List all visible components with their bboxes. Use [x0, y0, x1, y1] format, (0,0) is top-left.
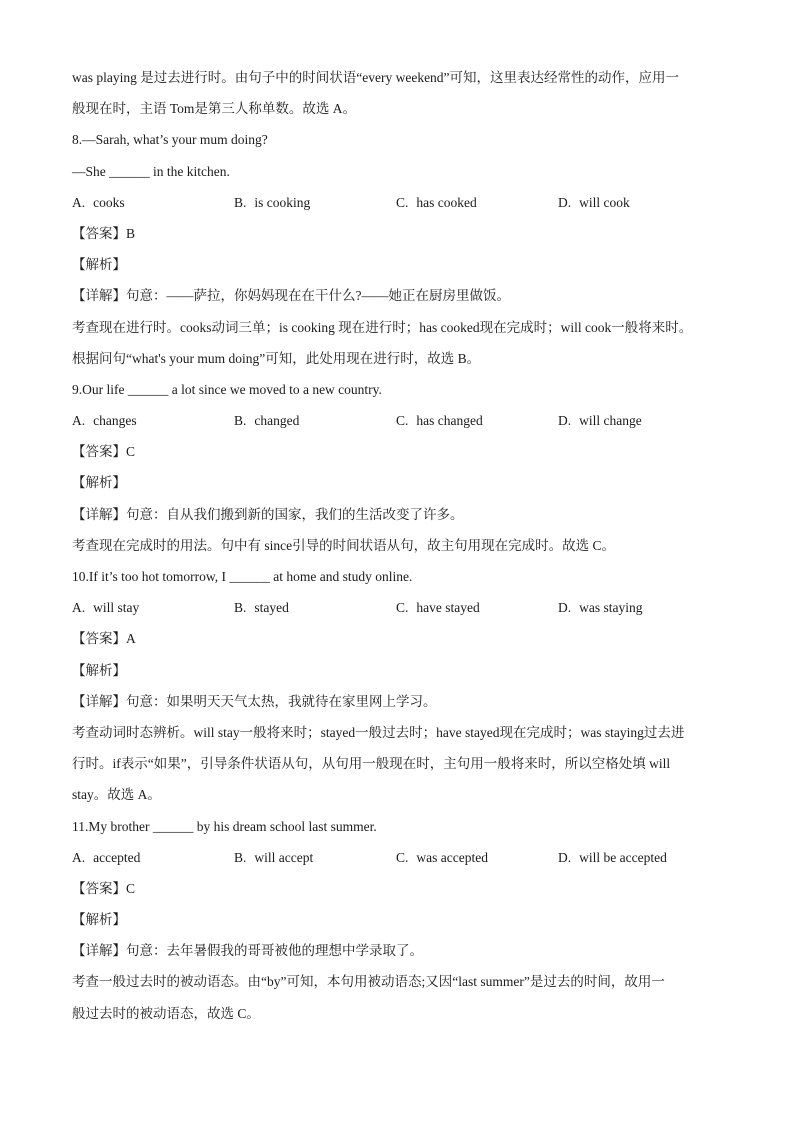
option-a [72, 187, 234, 218]
analysis-label: 【解析】 [72, 475, 126, 491]
option-c [396, 842, 558, 873]
option-letter: D. [558, 600, 572, 616]
option-a [72, 405, 234, 436]
detail-line: 根据问句“what's your mum doing”可知，此处用现在进行时，故选 B。 [72, 350, 481, 366]
option-d [558, 592, 720, 623]
option-text: stayed [254, 600, 289, 616]
detail-line: 【详解】句意：去年暑假我的哥哥被他的理想中学录取了。 [72, 943, 423, 959]
option-letter: B. [234, 849, 247, 865]
option-text: changed [254, 413, 300, 429]
option-text: will cook [579, 194, 630, 210]
option-letter: C. [396, 600, 409, 616]
option-text: was staying [579, 600, 643, 616]
option-letter: C. [396, 413, 409, 429]
question-stem: —She ______ in the kitchen. [72, 163, 230, 179]
options-row [72, 187, 732, 218]
option-text: has changed [416, 413, 483, 429]
intro-paragraph [72, 62, 732, 124]
option-d [558, 187, 720, 218]
option-a [72, 592, 234, 623]
question-stem: 8.—Sarah, what’s your mum doing? [72, 132, 268, 148]
text-line: 般现在时，主语 Tom是第三人称单数。故选 A。 [72, 101, 357, 117]
option-text: has cooked [416, 194, 477, 210]
option-letter: C. [396, 849, 409, 865]
option-text: will be accepted [579, 849, 667, 865]
option-letter: D. [558, 849, 572, 865]
detail-line: stay。故选 A。 [72, 787, 161, 803]
detail-line: 考查现在完成时的用法。句中有 since引导的时间状语从句，故主句用现在完成时。故选 C。 [72, 537, 615, 553]
detail-line: 考查一般过去时的被动语态。由“by”可知，本句用被动语态;又因“last summer”是过去的时间，故用一 [72, 974, 665, 990]
option-text: accepted [93, 849, 141, 865]
detail-line: 考查现在进行时。cooks动词三单；is cooking 现在进行时；has cooked现在完成时；will cook一般将来时。 [72, 319, 693, 335]
option-text: changes [93, 413, 137, 429]
detail-line: 【详解】句意：自从我们搬到新的国家，我们的生活改变了许多。 [72, 506, 464, 522]
option-letter: C. [396, 194, 409, 210]
option-letter: D. [558, 413, 572, 429]
option-text: will stay [93, 600, 140, 616]
answer-line: 【答案】B [72, 225, 136, 241]
text-line: was playing 是过去进行时。由句子中的时间状语“every weekend”可知，这里表达经常性的动作，应用一 [72, 70, 680, 85]
answer-line: 【答案】A [72, 631, 136, 647]
option-c [396, 592, 558, 623]
option-text: have stayed [416, 600, 480, 616]
option-d [558, 842, 720, 873]
detail-line: 考查动词时态辨析。will stay一般将来时；stayed一般过去时；have stayed现在完成时；was staying过去进 [72, 724, 685, 740]
option-letter: A. [72, 194, 86, 210]
option-letter: A. [72, 600, 86, 616]
question-10 [72, 561, 732, 811]
option-letter: A. [72, 849, 86, 865]
analysis-label: 【解析】 [72, 912, 126, 928]
detail-line: 【详解】句意：——萨拉，你妈妈现在在干什么?——她正在厨房里做饭。 [72, 288, 510, 304]
option-text: was accepted [416, 849, 488, 865]
detail-line: 【详解】句意：如果明天天气太热，我就待在家里网上学习。 [72, 693, 437, 709]
question-stem: 11.My brother ______ by his dream school last summer. [72, 818, 377, 834]
option-text: will change [579, 413, 642, 429]
options-row [72, 405, 732, 436]
option-b [234, 842, 396, 873]
option-b [234, 592, 396, 623]
option-text: is cooking [254, 194, 311, 210]
option-b [234, 405, 396, 436]
option-d [558, 405, 720, 436]
option-letter: A. [72, 413, 86, 429]
analysis-label: 【解析】 [72, 257, 126, 273]
option-letter: B. [234, 413, 247, 429]
detail-line: 行时。if表示“如果”，引导条件状语从句，从句用一般现在时，主句用一般将来时，所以空格处填 will [72, 756, 671, 772]
option-c [396, 405, 558, 436]
option-b [234, 187, 396, 218]
option-letter: B. [234, 600, 247, 616]
question-8 [72, 124, 732, 374]
option-letter: D. [558, 194, 572, 210]
answer-line: 【答案】C [72, 880, 136, 896]
question-11 [72, 811, 732, 1029]
analysis-label: 【解析】 [72, 662, 126, 678]
options-row [72, 592, 732, 623]
answer-line: 【答案】C [72, 444, 136, 460]
option-letter: B. [234, 194, 247, 210]
option-c [396, 187, 558, 218]
question-9 [72, 374, 732, 561]
document-page [72, 62, 732, 1029]
option-text: cooks [93, 194, 125, 210]
question-stem: 10.If it’s too hot tomorrow, I ______ at home and study online. [72, 569, 413, 584]
question-stem: 9.Our life ______ a lot since we moved to a new country. [72, 381, 382, 397]
options-row [72, 842, 732, 873]
option-text: will accept [254, 849, 314, 865]
detail-line: 般过去时的被动语态，故选 C。 [72, 1005, 260, 1021]
option-a [72, 842, 234, 873]
